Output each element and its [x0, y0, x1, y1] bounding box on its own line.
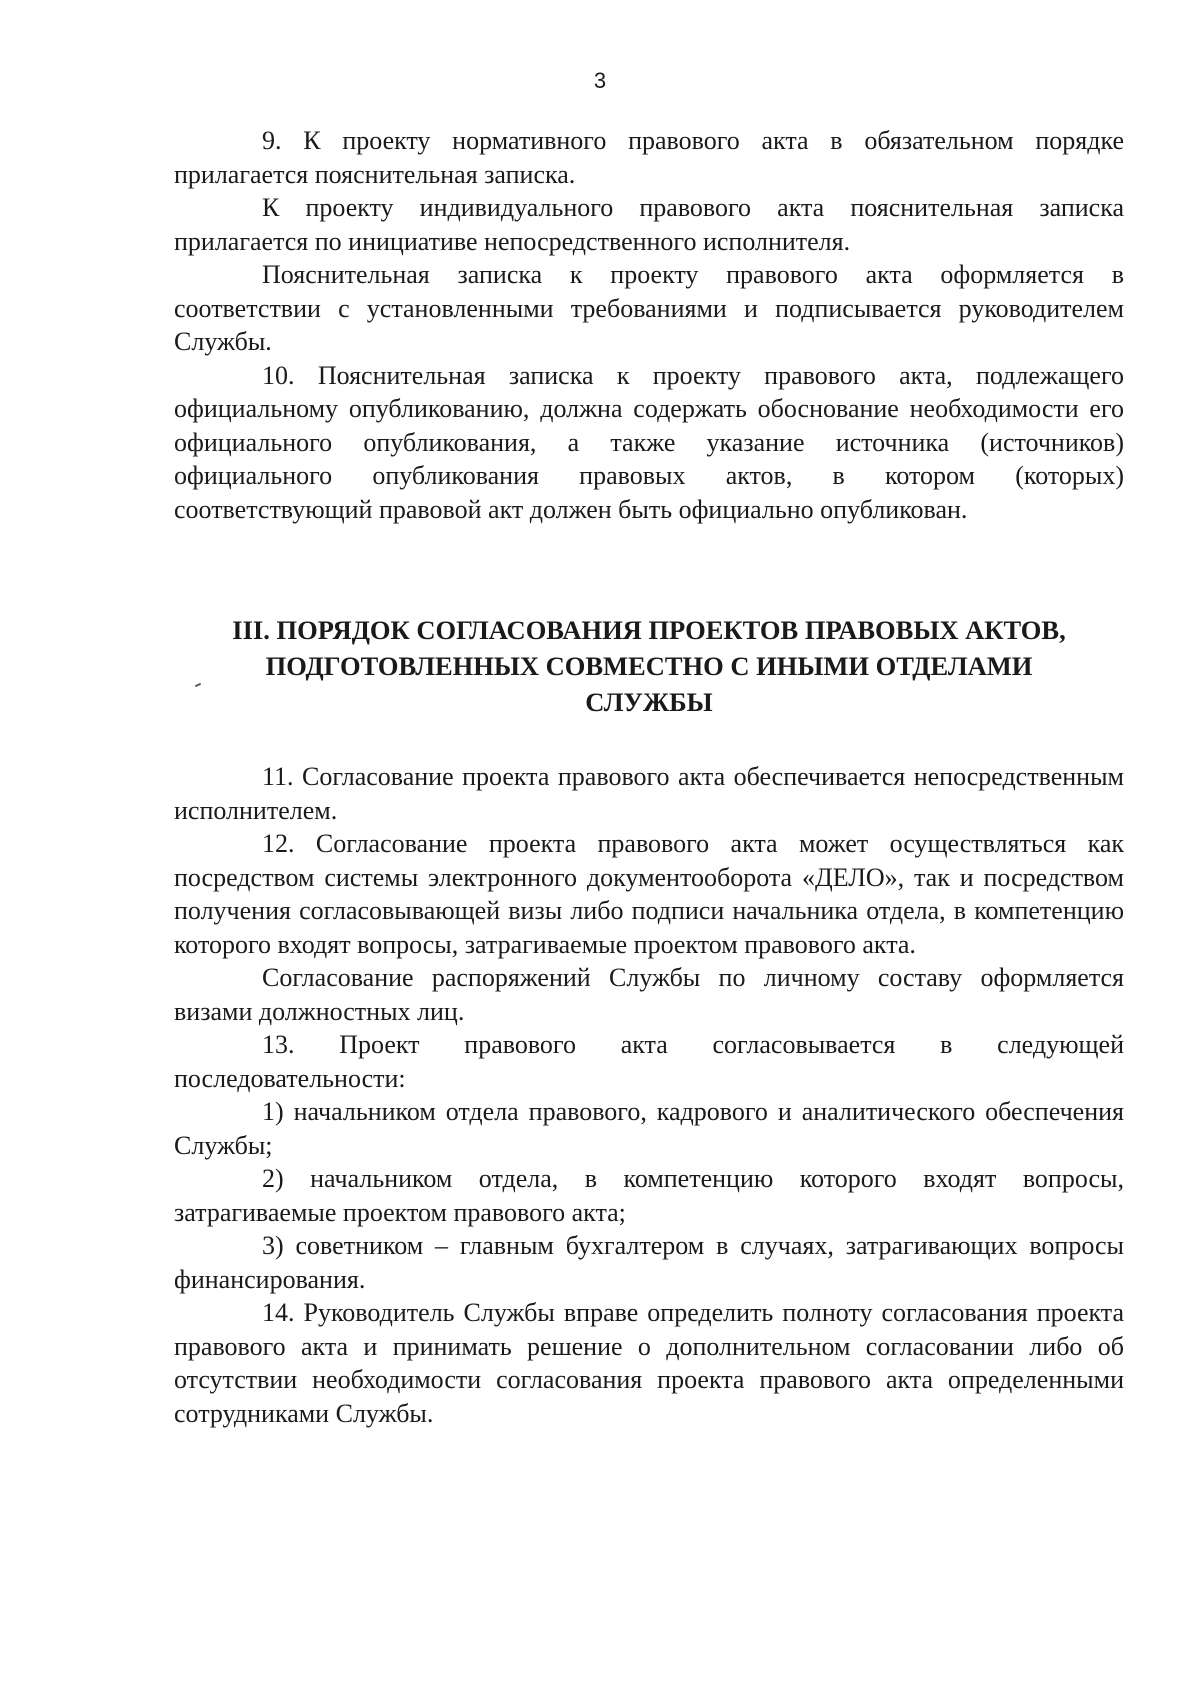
paragraph-14: 14. Руководитель Службы вправе определить полноту согласования проекта правового акта и принимать решение о дополнительном согласовании либо об отсутствии необходимости согласования проекта правового акта определенными сотрудниками Службы.: [174, 1298, 1124, 1428]
section-2-continuation: [174, 124, 1124, 526]
paragraph-12-personnel-orders: Согласование распоряжений Службы по личному составу оформляется визами должностных лиц.: [174, 963, 1124, 1026]
list-item-1: 1) начальником отдела правового, кадрового и аналитического обеспечения Службы;: [174, 1097, 1124, 1160]
paragraph-10: 10. Пояснительная записка к проекту правового акта, подлежащего официальному опубликованию, должна содержать обоснование необходимости его официального опубликования, а также указание источника (источников) официального опубликования правовых актов, в котором (которых) соответствующий правовой акт должен быть официально опубликован.: [174, 360, 1124, 524]
list-item-3: 3) советником – главным бухгалтером в случаях, затрагивающих вопросы финансирования.: [174, 1231, 1124, 1294]
paragraph-9-note-format: Пояснительная записка к проекту правового акта оформляется в соответствии с установленными требованиями и подписывается руководителем Службы.: [174, 260, 1124, 356]
paragraph-9: 9. К проекту нормативного правового акта в обязательном порядке прилагается пояснительная записка.: [174, 126, 1124, 189]
paragraph-11: 11. Согласование проекта правового акта обеспечивается непосредственным исполнителем.: [174, 762, 1124, 825]
paragraph-12: 12. Согласование проекта правового акта может осуществляться как посредством системы электронного документооборота «ДЕЛО», так и посредством получения согласовывающей визы либо подписи начальника отдела, в компетенцию которого входят вопросы, затрагиваемые проектом правового акта.: [174, 829, 1124, 959]
paragraph-13: 13. Проект правового акта согласовывается в следующей последовательности:: [174, 1030, 1124, 1093]
heading-line-2: ПОДГОТОВЛЕННЫХ СОВМЕСТНО С ИНЫМИ ОТДЕЛАМИ: [265, 651, 1033, 681]
page-number: 3: [593, 68, 607, 93]
section-3-heading: [174, 612, 1124, 720]
heading-line-3: СЛУЖБЫ: [585, 687, 713, 717]
section-3-body: [174, 760, 1124, 1430]
paragraph-9-individual-acts: К проекту индивидуального правового акта пояснительная записка прилагается по инициативе непосредственного исполнителя.: [174, 193, 1124, 256]
heading-line-1: III. ПОРЯДОК СОГЛАСОВАНИЯ ПРОЕКТОВ ПРАВОВЫХ АКТОВ,: [232, 615, 1066, 645]
list-item-2: 2) начальником отдела, в компетенцию которого входят вопросы, затрагиваемые проектом правового акта;: [174, 1164, 1124, 1227]
